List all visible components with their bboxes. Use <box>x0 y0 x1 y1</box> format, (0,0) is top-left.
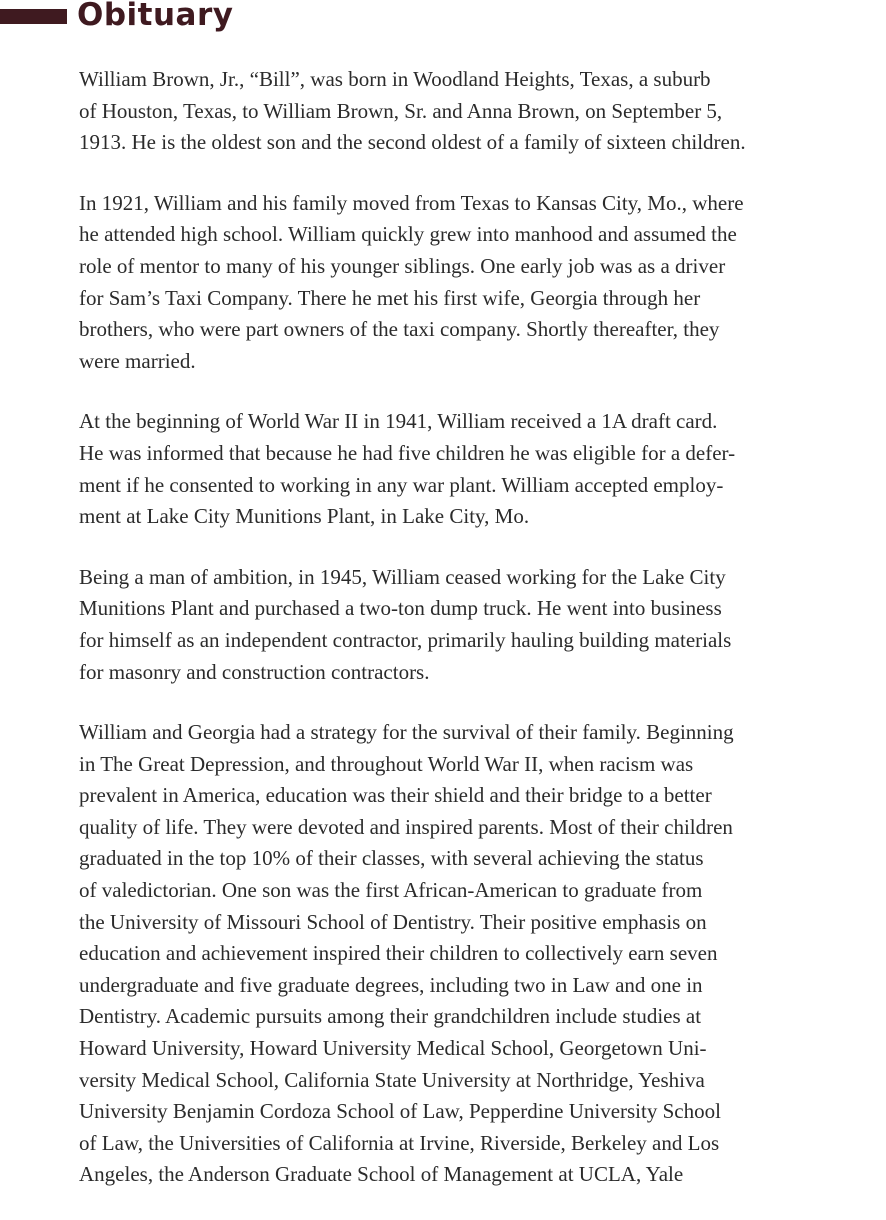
obituary-body <box>79 64 854 1220</box>
text-line: He was informed that because he had five children he was eligible for a defer- <box>79 440 736 465</box>
text-line: Angeles, the Anderson Graduate School of Management at UCLA, Yale <box>79 1162 684 1187</box>
header-accent-bar <box>0 9 67 24</box>
text-line: in The Great Depression, and throughout World War II, when racism was <box>79 751 694 776</box>
text-line: Dentistry. Academic pursuits among their grandchildren include studies at <box>79 1004 702 1029</box>
text-line: William Brown, Jr., “Bill”, was born in Woodland Heights, Texas, a suburb <box>79 67 711 91</box>
text-line: of Houston, Texas, to William Brown, Sr. and Anna Brown, on September 5, <box>79 98 723 123</box>
text-line: for himself as an independent contractor, primarily hauling building materials <box>79 627 732 652</box>
text-line: quality of life. They were devoted and inspired parents. Most of their children <box>79 814 733 839</box>
text-line: he attended high school. William quickly grew into manhood and assumed the <box>79 222 737 247</box>
text-line: for Sam’s Taxi Company. There he met his first wife, Georgia through her <box>79 285 701 310</box>
text-line: brothers, who were part owners of the taxi company. Shortly thereafter, they <box>79 317 720 342</box>
text-line: William and Georgia had a strategy for the survival of their family. Beginning <box>79 720 734 745</box>
text-line: the University of Missouri School of Dentistry. Their positive emphasis on <box>79 909 707 934</box>
text-line: undergraduate and five graduate degrees, including two in Law and one in <box>79 972 703 997</box>
text-line: for masonry and construction contractors. <box>79 659 430 684</box>
text-line: graduated in the top 10% of their classes, with several achieving the status <box>79 846 704 871</box>
paragraph-birth <box>79 64 854 159</box>
text-line: At the beginning of World War II in 1941, William received a 1A draft card. <box>79 409 718 434</box>
paragraph-world-war <box>79 406 854 532</box>
text-line: role of mentor to many of his younger siblings. One early job was as a driver <box>79 253 726 278</box>
text-line: University Benjamin Cordoza School of Law, Pepperdine University School <box>79 1099 721 1124</box>
text-line: Howard University, Howard University Medical School, Georgetown Uni- <box>79 1036 707 1061</box>
text-line: versity Medical School, California State University at Northridge, Yeshiva <box>79 1067 705 1092</box>
page-title: Obituary <box>77 0 234 33</box>
text-line: education and achievement inspired their children to collectively earn seven <box>79 941 718 966</box>
text-line: of Law, the Universities of California at Irvine, Riverside, Berkeley and Los <box>79 1130 720 1155</box>
page-header <box>0 0 886 34</box>
text-line: Being a man of ambition, in 1945, William ceased working for the Lake City <box>79 564 726 589</box>
paragraph-business <box>79 562 854 688</box>
text-line: ment if he consented to working in any war plant. William accepted employ- <box>79 472 724 497</box>
text-line: Munitions Plant and purchased a two-ton dump truck. He went into business <box>79 596 722 621</box>
paragraph-kansas-city <box>79 188 854 378</box>
text-line: prevalent in America, education was their shield and their bridge to a better <box>79 783 712 808</box>
text-line: of valedictorian. One son was the first African-American to graduate from <box>79 878 703 903</box>
paragraph-education <box>79 717 854 1191</box>
text-line: 1913. He is the oldest son and the second oldest of a family of sixteen children. <box>79 130 746 155</box>
text-line: ment at Lake City Munitions Plant, in Lake City, Mo. <box>79 504 530 529</box>
text-line: were married. <box>79 348 196 373</box>
text-line: In 1921, William and his family moved from Texas to Kansas City, Mo., where <box>79 190 744 215</box>
